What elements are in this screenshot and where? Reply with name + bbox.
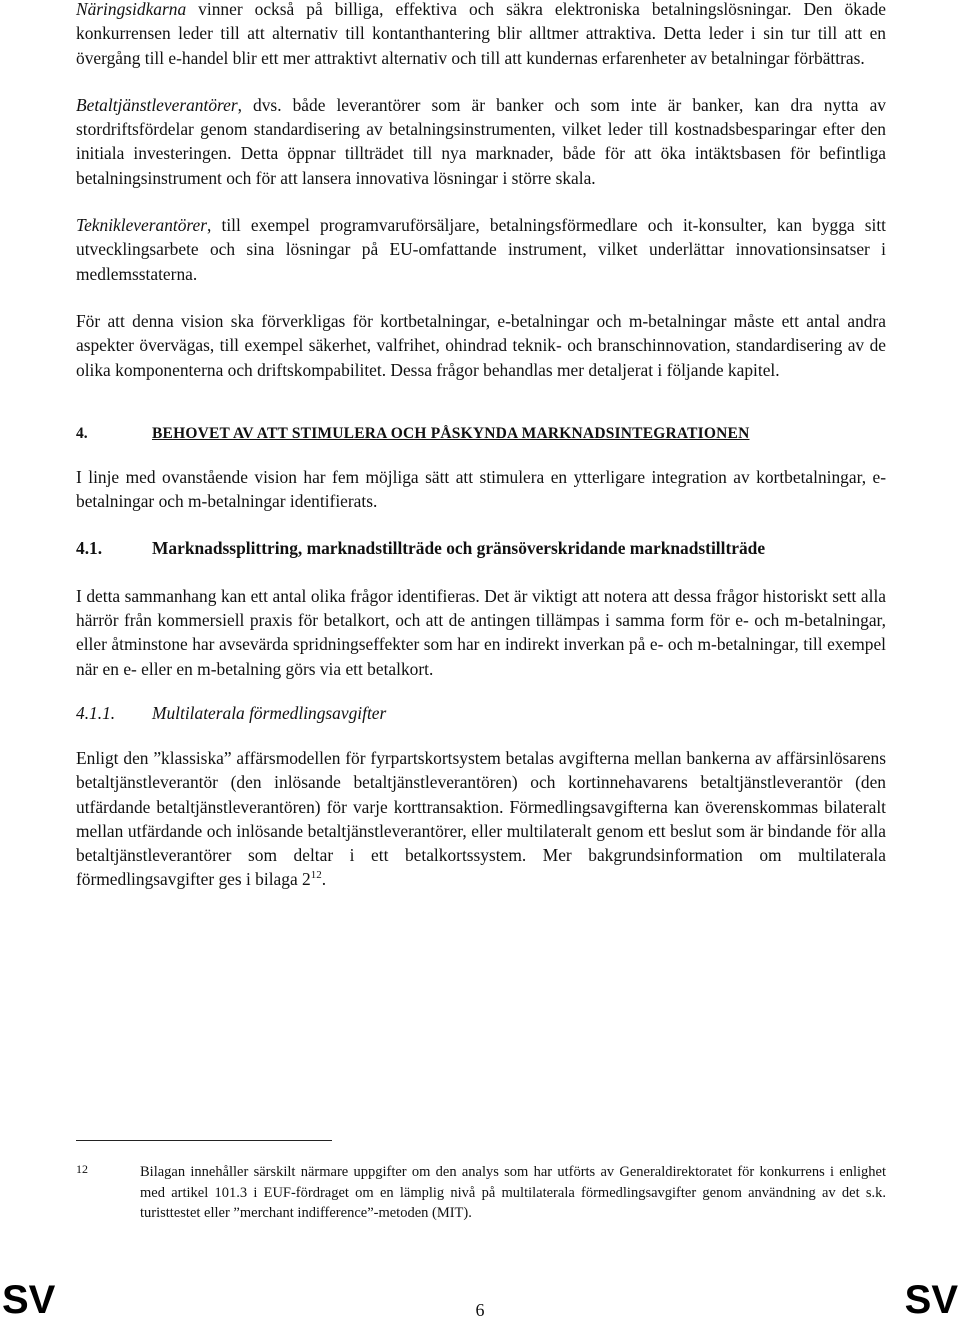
section-number: 4. [76,424,88,442]
page-number: 6 [475,1300,485,1320]
paragraph-payment-providers [76,93,886,190]
footnote-reference[interactable]: 12 [310,869,322,882]
paragraph-text: , till exempel programvaruförsäljare, betalningsförmedlare och it-konsulter, kan bygga sitt utvecklingsarbete och sina lösningar på EU-omfattande instrument, vilket underlättar innovationsinsatser i medlemsstaterna. [76,215,886,284]
footnote-divider [76,1140,332,1141]
paragraph-end: . [321,869,327,890]
section-title: Multilaterala förmedlingsavgifter [152,702,387,723]
language-code-right: SV [904,1278,958,1322]
paragraph-tech-providers [76,213,886,286]
section-heading-4 [76,425,886,443]
footnote [76,1162,886,1224]
paragraph-intro: I linje med ovanstående vision har fem möjliga sätt att stimulera en ytterligare integration av kortbetalningar, e-betalningar och m-betalningar identifierats. [76,466,886,512]
section-number: 4.1.1. [76,702,116,723]
paragraph-term: Betaltjänstleverantörer [76,94,238,115]
footnote-mark: 12 [76,1162,88,1176]
paragraph-merchants [76,0,886,70]
section-heading-4-1 [76,536,886,560]
paragraph-text: Enligt den ”klassiska” affärsmodellen för fyrpartskortsystem betalas avgifterna mellan bankerna av affärsinlösarens betaltjänstleverantör (den inlösande betaltjänstleverantören) och kortinnehavarens betaltjänstleverantör (den utfärdande betaltjänstleverantören) för varje korttransaktion. Förmedlingsavgifterna kan överenskommas bilateralt mellan utfärdande och inlösande betaltjänstleverantörer, eller multilateralt genom ett beslut som är bindande för alla betaltjänstleverantörer som deltar i ett betalkortssystem. Mer bakgrundsinformation om multilaterala förmedlingsavgifter ges i bilaga 2 [76,747,886,890]
paragraph-context: I detta sammanhang kan ett antal olika frågor identifieras. Det är viktigt att notera att dessa frågor historiskt sett alla härrör från kommersiell praxis för betalkort, och att de antingen tillämpas i samma form för e- och m-betalningar, eller åtminstone har avsevärda spridningseffekter som har en indirekt inverkan på e- och m-betalningar, till exempel när en e- eller en m-betalning görs via ett betalkort. [76,585,886,679]
paragraph-vision: För att denna vision ska förverkligas för kortbetalningar, e-betalningar och m-betalningar måste ett antal andra aspekter övervägas, till exempel säkerhet, valfrihet, ohindrad teknik- och branschinnovation, standardisering av de olika komponenterna och driftskompabilitet. Dessa frågor behandlas mer detaljerat i följande kapitel. [76,310,886,380]
paragraph-interchange-fees [76,746,886,892]
paragraph-text: , dvs. både leverantörer som är banker och som inte är banker, kan dra nytta av stordriftsfördelar genom standardisering av betalningsinstrumenten, vilket leder till kostnadsbesparingar efter den initiala investeringen. Detta öppnar tillträdet till nya marknader, både för att öka intäktsbasen för befintliga betalningsinstrument och för att lansera innovativa lösningar i större skala. [76,94,886,188]
section-title: BEHOVET AV ATT STIMULERA OCH PÅSKYNDA MARKNADSINTEGRATIONEN [152,424,750,442]
paragraph-text: vinner också på billiga, effektiva och säkra elektroniska betalningslösningar. Den ökade konkurrensen leder till att alternativ till kontanthantering blir alltmer attraktiva. Detta leder i sin tur till att en övergång till e-handel blir ett mer attraktivt alternativ och till att kundernas erfarenheter av betalningar förbättras. [76,0,886,68]
section-number: 4.1. [76,538,103,559]
section-title: Marknadssplittring, marknadstillträde och gränsöverskridande marknadstillträde [152,538,766,559]
section-heading-4-1-1 [76,703,886,724]
language-code-left: SV [2,1278,56,1322]
paragraph-term: Näringsidkarna [76,0,187,19]
footnote-text: Bilagan innehåller särskilt närmare uppgifter om den analys som har utförts av Generaldirektoratet för konkurrens i enlighet med artikel 101.3 i EUF-fördraget om en lämplig nivå på multilaterala förmedlingsavgifter genom användning av det s.k. turisttestet eller ”merchant indifference”-metoden (MIT). [140,1164,886,1221]
paragraph-term: Teknikleverantörer [76,215,208,236]
document-body [76,0,886,892]
